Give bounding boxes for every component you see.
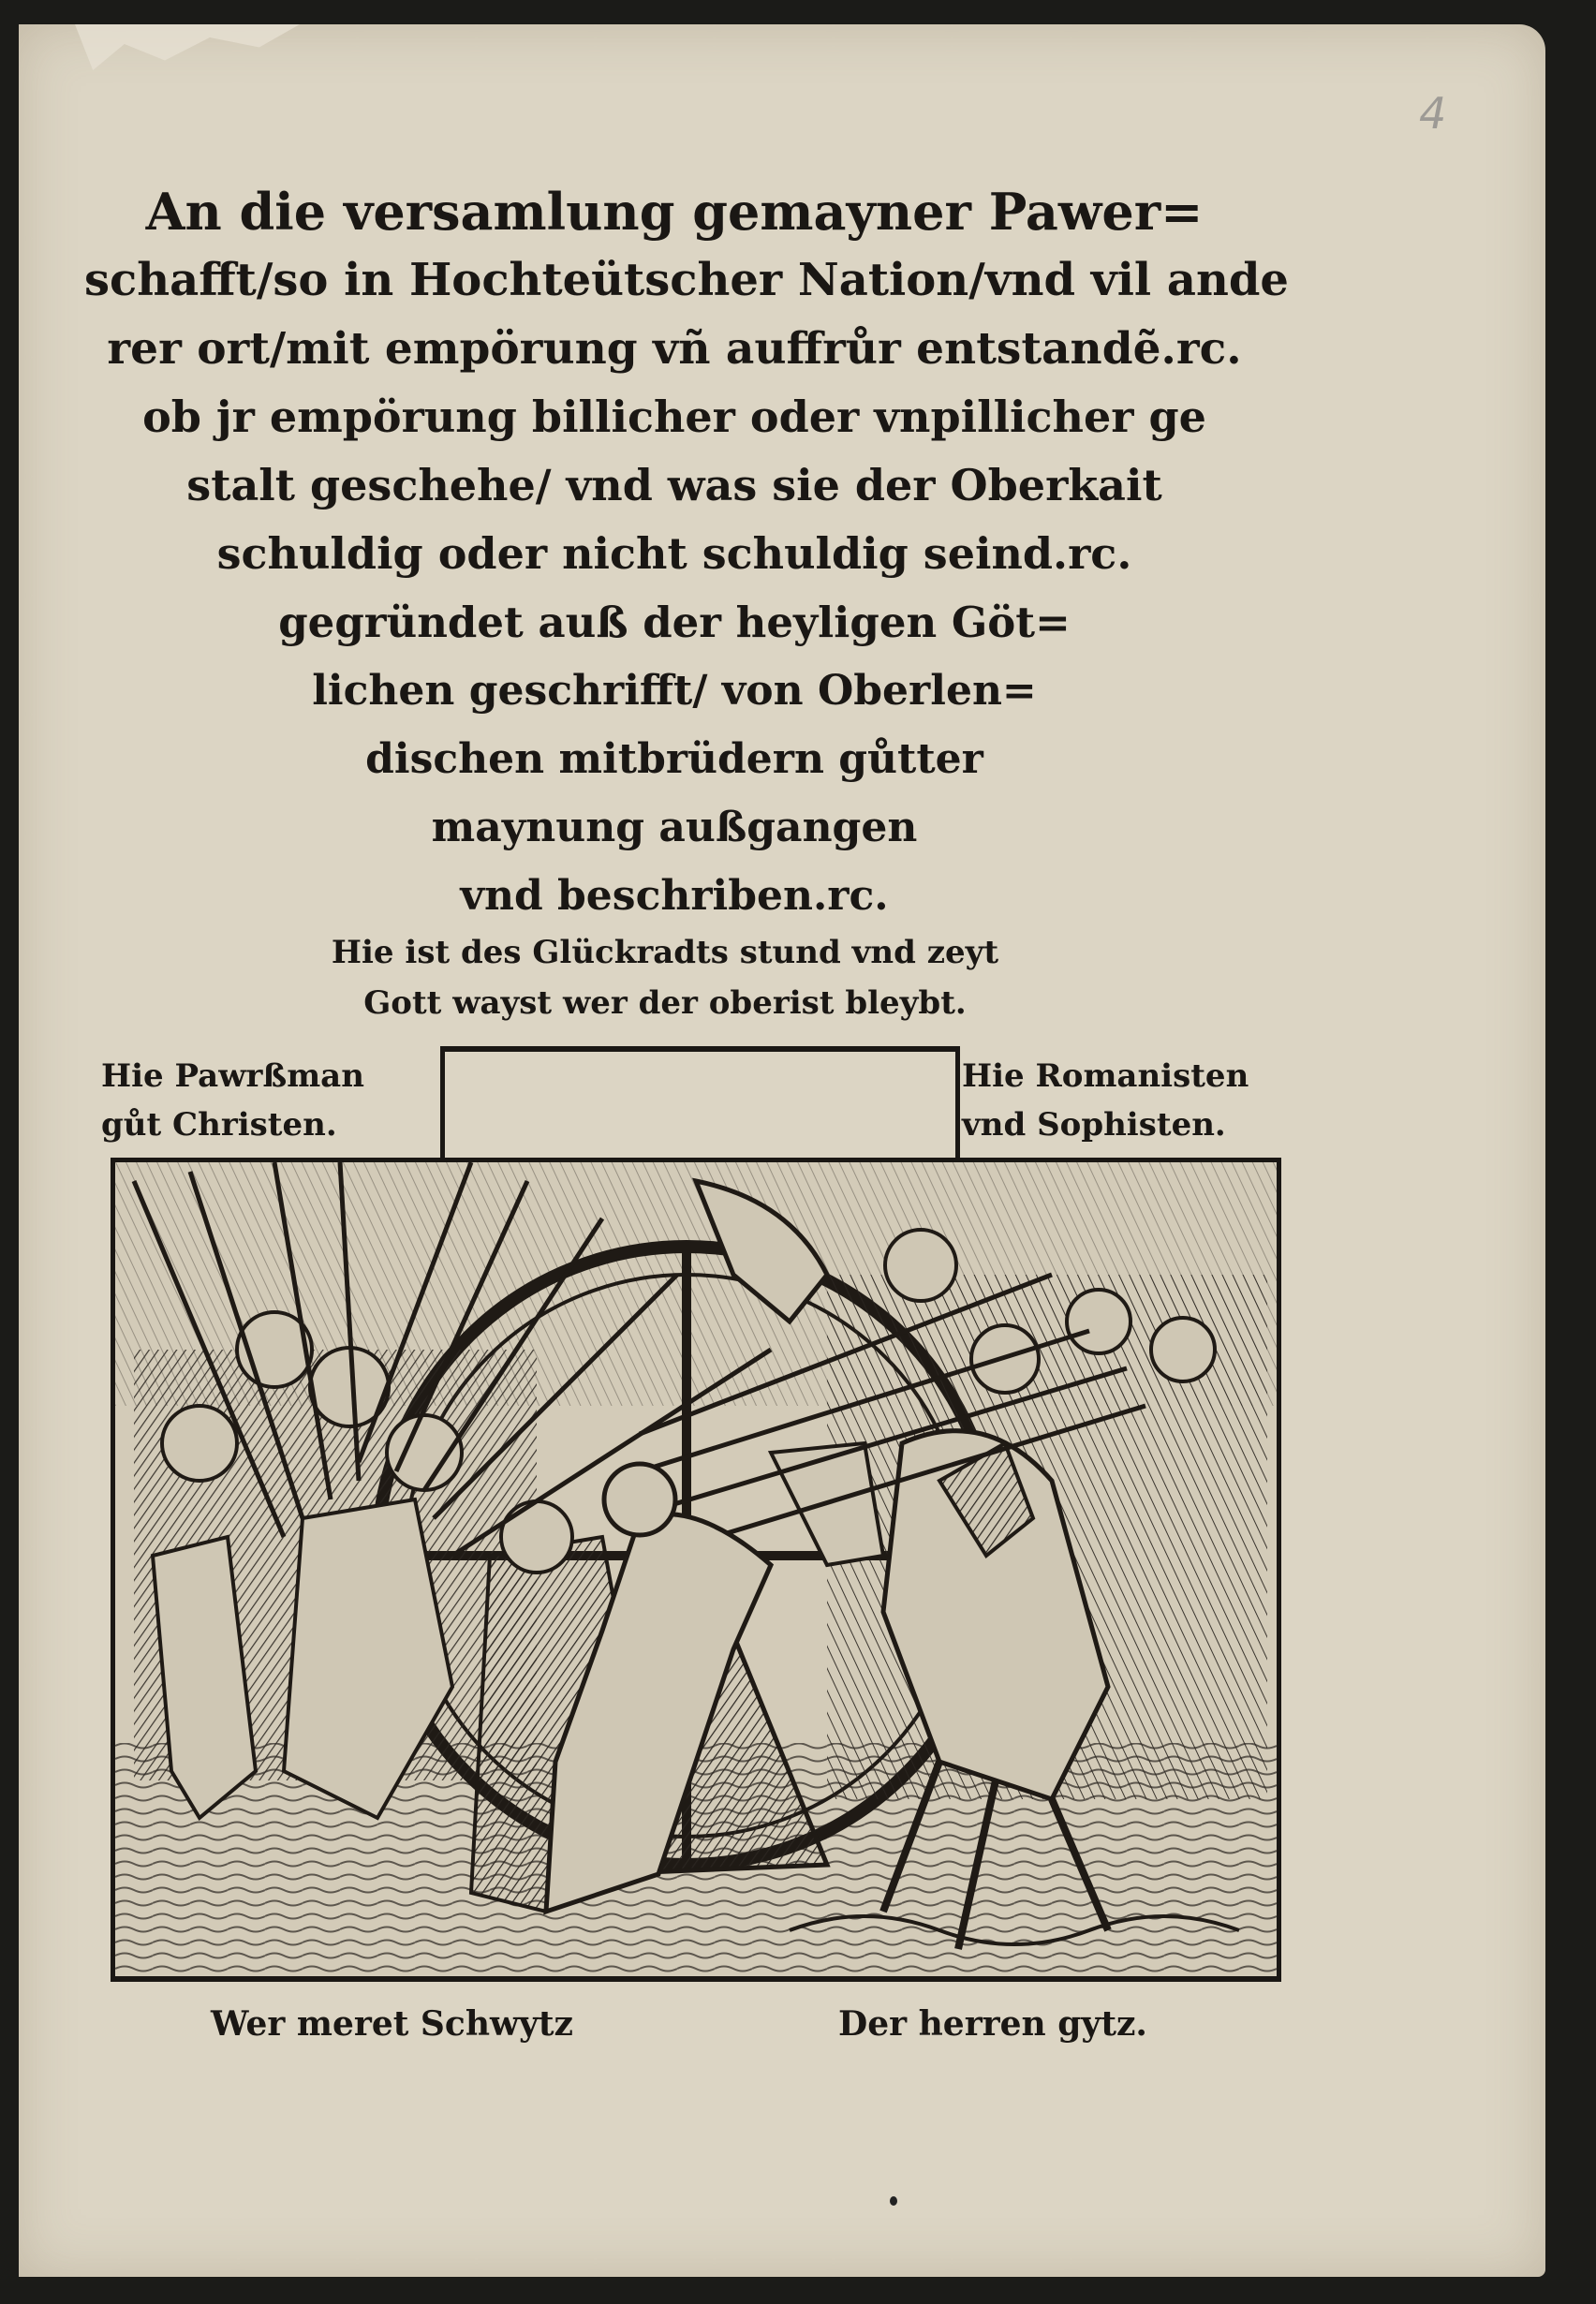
label-line: gůt Christen. xyxy=(101,1106,337,1144)
motto-line: Hie ist des Glückradts stund vnd zeyt xyxy=(331,934,999,971)
title-line: dischen mitbrüdern gůtter xyxy=(365,735,983,783)
motto-line: Gott wayst wer der oberist bleybt. xyxy=(363,984,967,1022)
title-block xyxy=(84,178,1289,930)
pencil-folio-mark: 4 xyxy=(1419,88,1447,139)
title-line: schafft/so in Hochteütscher Nation/vnd vil ande xyxy=(84,254,1289,306)
title-line: rer ort/mit empörung vñ auffrůr entstandẽ.rc. xyxy=(107,323,1242,375)
label-line: vnd Sophisten. xyxy=(962,1106,1226,1144)
caption-left: Wer meret Schwytz xyxy=(211,2004,573,2044)
motto xyxy=(244,927,1086,1028)
label-peasants xyxy=(101,1052,364,1149)
label-romanists xyxy=(962,1052,1249,1149)
title-line: gegründet auß der heyligen Göt= xyxy=(278,598,1071,647)
title-line: lichen geschrifft/ von Oberlen= xyxy=(312,667,1037,715)
label-line: Hie Romanisten xyxy=(962,1057,1249,1095)
label-line: Hie Pawrßman xyxy=(101,1057,364,1095)
title-line: schuldig oder nicht schuldig seind.rc. xyxy=(216,528,1132,579)
woodcut-drawing xyxy=(115,1162,1277,1977)
woodcut-illustration xyxy=(111,1158,1281,1982)
title-line: maynung außgangen xyxy=(431,804,918,851)
ink-spot xyxy=(890,2196,897,2206)
title-line: ob jr empörung billicher oder vnpillicher ge xyxy=(142,391,1206,442)
title-line: An die versamlung gemayner Pawer= xyxy=(145,182,1204,242)
title-line: vnd beschriben.rc. xyxy=(460,872,889,920)
torn-corner xyxy=(75,24,300,90)
caption-right: Der herren gytz. xyxy=(838,2004,1147,2044)
title-line: stalt geschehe/ vnd was sie der Oberkait xyxy=(186,460,1162,510)
woodcut-upper-frame xyxy=(440,1046,960,1164)
woodcut-bottom-rule xyxy=(111,1976,1281,1982)
